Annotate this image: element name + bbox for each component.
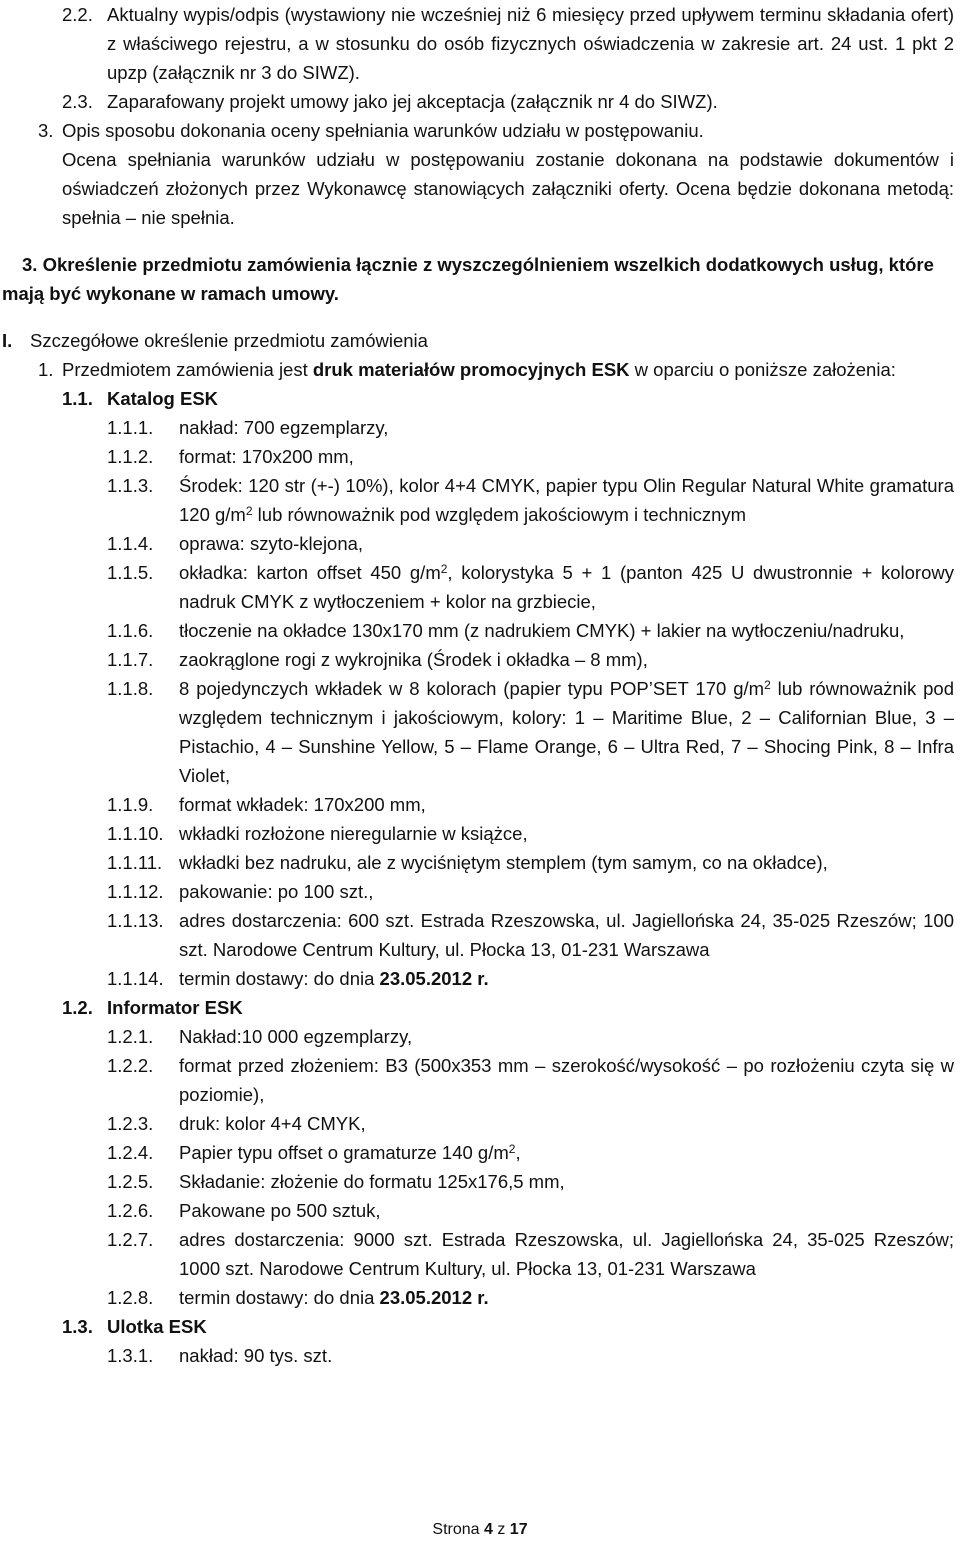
list-item xyxy=(0,1196,960,1225)
section-2-2 xyxy=(0,0,960,87)
item-text-bold: druk materiałów promocyjnych ESK xyxy=(312,359,630,380)
list-item-text-sup: 2 xyxy=(440,562,448,576)
list-item-text-sup: 2 xyxy=(508,1142,516,1156)
list-item-text-post: lub równoważnik pod względem jakościowym i technicznym xyxy=(252,504,747,525)
section-3-paragraph: Ocena spełniania warunków udziału w postępowaniu zostanie dokonana na podstawie dokumentów i oświadczeń złożonych przez Wykonawcę stanowiących załączniki oferty. Ocena będzie dokonana metodą: spełnia – nie spełnia. xyxy=(62,149,954,228)
list-item-text-post: lub równoważnik pod względem technicznym i jakościowym, kolory: 1 – Maritime Blue, 2 – Californian Blue, 3 – Pistachio, 4 – Sunshine Yellow, 5 – Flame Orange, 6 – Ultra Red, 7 – Shocing Pink, 8 – Infra Violet, xyxy=(179,678,954,786)
section-number: 2.3. xyxy=(62,91,93,112)
list-item-number: 1.2.8. xyxy=(107,1287,154,1308)
list-item-text-sup: 2 xyxy=(764,678,771,692)
list-item xyxy=(0,645,960,674)
list-item-text xyxy=(179,964,954,993)
list-item xyxy=(0,442,960,471)
list-item-number: 1.1.11. xyxy=(107,852,163,873)
list-item-text: tłoczenie na okładce 130x170 mm (z nadrukiem CMYK) + lakier na wytłoczeniu/nadruku, xyxy=(179,620,905,641)
list-item-number: 1.2.3. xyxy=(107,1113,154,1134)
list-item-text-sup: 2 xyxy=(245,504,253,518)
section-number: I. xyxy=(2,330,13,351)
list-item-number: 1.1.12. xyxy=(107,881,164,902)
list-item-text: nakład: 90 tys. szt. xyxy=(179,1345,333,1366)
list-item-text-bold: 23.05.2012 r. xyxy=(379,1287,489,1308)
katalog-number: 1.1. xyxy=(62,388,93,409)
section-text: Zaparafowany projekt umowy jako jej akceptacja (załącznik nr 4 do SIWZ). xyxy=(107,91,718,112)
list-item xyxy=(0,1225,960,1283)
list-item xyxy=(0,1341,960,1370)
footer-page-total: 17 xyxy=(509,1521,528,1538)
list-item xyxy=(0,1051,960,1109)
list-item-text: druk: kolor 4+4 CMYK, xyxy=(179,1113,366,1134)
section-2-3 xyxy=(0,87,960,116)
list-item-text: Pakowane po 500 sztuk, xyxy=(179,1200,381,1221)
list-item-text-pre: Papier typu offset o gramaturze 140 g/m xyxy=(179,1142,509,1163)
list-item xyxy=(0,877,960,906)
list-item-number: 1.2.7. xyxy=(107,1229,154,1250)
informator-items xyxy=(0,1022,960,1312)
list-item-number: 1.1.9. xyxy=(107,794,154,815)
list-item xyxy=(0,529,960,558)
informator-header xyxy=(0,993,960,1022)
list-item-number: 1.2.2. xyxy=(107,1055,154,1076)
informator-title: Informator ESK xyxy=(107,997,243,1018)
list-item-number: 1.1.14. xyxy=(107,968,164,989)
spacer xyxy=(0,232,960,250)
list-item-text-pre: okładka: karton offset 450 g/m xyxy=(179,562,441,583)
list-item-text-pre: Środek: 120 str (+-) 10%), kolor 4+4 CMYK, papier typu Olin Regular Natural White gramatura 120 g/m xyxy=(179,475,954,525)
list-item-text-pre: termin dostawy: do dnia xyxy=(179,1287,380,1308)
informator-number: 1.2. xyxy=(62,997,93,1018)
list-item-number: 1.1.2. xyxy=(107,446,154,467)
list-item-text: pakowanie: po 100 szt., xyxy=(179,881,374,902)
list-item-number: 1.1.4. xyxy=(107,533,154,554)
heading-text: Określenie przedmiotu zamówienia łącznie z wyszczególnieniem wszelkich dodatkowych usług, które mają być wykonane w ramach umowy. xyxy=(2,254,934,304)
heading-3 xyxy=(0,250,960,308)
list-item-text: adres dostarczenia: 600 szt. Estrada Rzeszowska, ul. Jagiellońska 24, 35-025 Rzeszów; 100 szt. Narodowe Centrum Kultury, ul. Płocka 13, 01-231 Warszawa xyxy=(179,910,954,960)
list-item-text-bold: 23.05.2012 r. xyxy=(379,968,489,989)
list-item-text-pre: termin dostawy: do dnia xyxy=(179,968,380,989)
list-item-text xyxy=(179,471,954,529)
katalog-header xyxy=(0,384,960,413)
list-item-number: 1.1.5. xyxy=(107,562,154,583)
section-text: Opis sposobu dokonania oceny spełniania warunków udziału w postępowaniu. xyxy=(62,120,704,141)
list-item-number: 1.2.5. xyxy=(107,1171,154,1192)
list-item-number: 1.2.1. xyxy=(107,1026,154,1047)
list-item xyxy=(0,1109,960,1138)
list-item xyxy=(0,906,960,964)
list-item-text xyxy=(179,558,954,616)
katalog-items xyxy=(0,413,960,993)
list-item xyxy=(0,674,960,790)
list-item-text: format: 170x200 mm, xyxy=(179,446,354,467)
list-item-number: 1.1.6. xyxy=(107,620,154,641)
katalog-title: Katalog ESK xyxy=(107,388,219,409)
list-item-text: zaokrąglone rogi z wykrojnika (Środek i okładka – 8 mm), xyxy=(179,649,648,670)
list-item xyxy=(0,964,960,993)
list-item-text: Składanie: złożenie do formatu 125x176,5 mm, xyxy=(179,1171,565,1192)
list-item-number: 1.2.4. xyxy=(107,1142,154,1163)
list-item xyxy=(0,471,960,529)
ulotka-items xyxy=(0,1341,960,1370)
footer-label: Strona xyxy=(432,1521,480,1538)
list-item-text: oprawa: szyto-klejona, xyxy=(179,533,364,554)
ulotka-number: 1.3. xyxy=(62,1316,93,1337)
section-text: Szczegółowe określenie przedmiotu zamówienia xyxy=(30,330,428,351)
list-item-text xyxy=(179,674,954,790)
item-text-post: w oparciu o poniższe założenia: xyxy=(629,359,896,380)
list-item-text: wkładki bez nadruku, ale z wyciśniętym stemplem (tym samym, co na okładce), xyxy=(179,852,828,873)
section-I xyxy=(0,326,960,355)
list-item-number: 1.1.8. xyxy=(107,678,154,699)
list-item xyxy=(0,558,960,616)
list-item-text-post: , xyxy=(515,1142,521,1163)
section-text: Aktualny wypis/odpis (wystawiony nie wcześniej niż 6 miesięcy przed upływem terminu składania ofert) z właściwego rejestru, a w stosunku do osób fizycznych oświadczenia w zakresie art. 24 ust. 1 pkt 2 upzp (załącznik nr 3 do SIWZ). xyxy=(107,4,954,83)
list-item xyxy=(0,1022,960,1051)
item-text xyxy=(62,355,954,384)
list-item-number: 1.3.1. xyxy=(107,1345,154,1366)
list-item xyxy=(0,1138,960,1167)
list-item-text: nakład: 700 egzemplarzy, xyxy=(179,417,389,438)
item-number: 1. xyxy=(38,359,54,380)
list-item xyxy=(0,1283,960,1312)
list-item-number: 1.1.7. xyxy=(107,649,154,670)
heading-number: 3. xyxy=(22,254,38,275)
list-item-number: 1.1.10. xyxy=(107,823,164,844)
list-item-number: 1.1.13. xyxy=(107,910,164,931)
list-item-text-post: , kolorystyka 5 + 1 (panton 425 U dwustronnie + kolorowy nadruk CMYK z wytłoczeniem + kolor na grzbiecie, xyxy=(179,562,954,612)
list-item-text xyxy=(179,1138,954,1167)
section-number: 3. xyxy=(38,120,54,141)
list-item-text: format przed złożeniem: B3 (500x353 mm – szerokość/wysokość – po rozłożeniu czyta się w poziomie), xyxy=(179,1055,954,1105)
list-item-text: adres dostarczenia: 9000 szt. Estrada Rzeszowska, ul. Jagiellońska 24, 35-025 Rzeszów; 1000 szt. Narodowe Centrum Kultury, ul. Płocka 13, 01-231 Warszawa xyxy=(179,1229,954,1279)
list-item-text-pre: 8 pojedynczych wkładek w 8 kolorach (papier typu POP’SET 170 g/m xyxy=(179,678,765,699)
list-item-number: 1.2.6. xyxy=(107,1200,154,1221)
footer-separator: z xyxy=(497,1521,506,1538)
footer-page-number: 4 xyxy=(483,1521,493,1538)
list-item xyxy=(0,1167,960,1196)
list-item-text: format wkładek: 170x200 mm, xyxy=(179,794,426,815)
list-item xyxy=(0,848,960,877)
list-item xyxy=(0,819,960,848)
list-item-text xyxy=(179,1283,954,1312)
section-3-opis xyxy=(0,116,960,145)
page-footer xyxy=(0,1520,960,1540)
list-item xyxy=(0,616,960,645)
ulotka-title: Ulotka ESK xyxy=(107,1316,207,1337)
list-item-number: 1.1.3. xyxy=(107,475,154,496)
list-item-number: 1.1.1. xyxy=(107,417,154,438)
ulotka-header xyxy=(0,1312,960,1341)
item-1 xyxy=(0,355,960,384)
list-item-text: Nakład:10 000 egzemplarzy, xyxy=(179,1026,413,1047)
list-item xyxy=(0,413,960,442)
list-item xyxy=(0,790,960,819)
item-text-pre: Przedmiotem zamówienia jest xyxy=(62,359,313,380)
spacer xyxy=(0,308,960,326)
section-number: 2.2. xyxy=(62,4,93,25)
list-item-text: wkładki rozłożone nieregularnie w książce, xyxy=(179,823,528,844)
